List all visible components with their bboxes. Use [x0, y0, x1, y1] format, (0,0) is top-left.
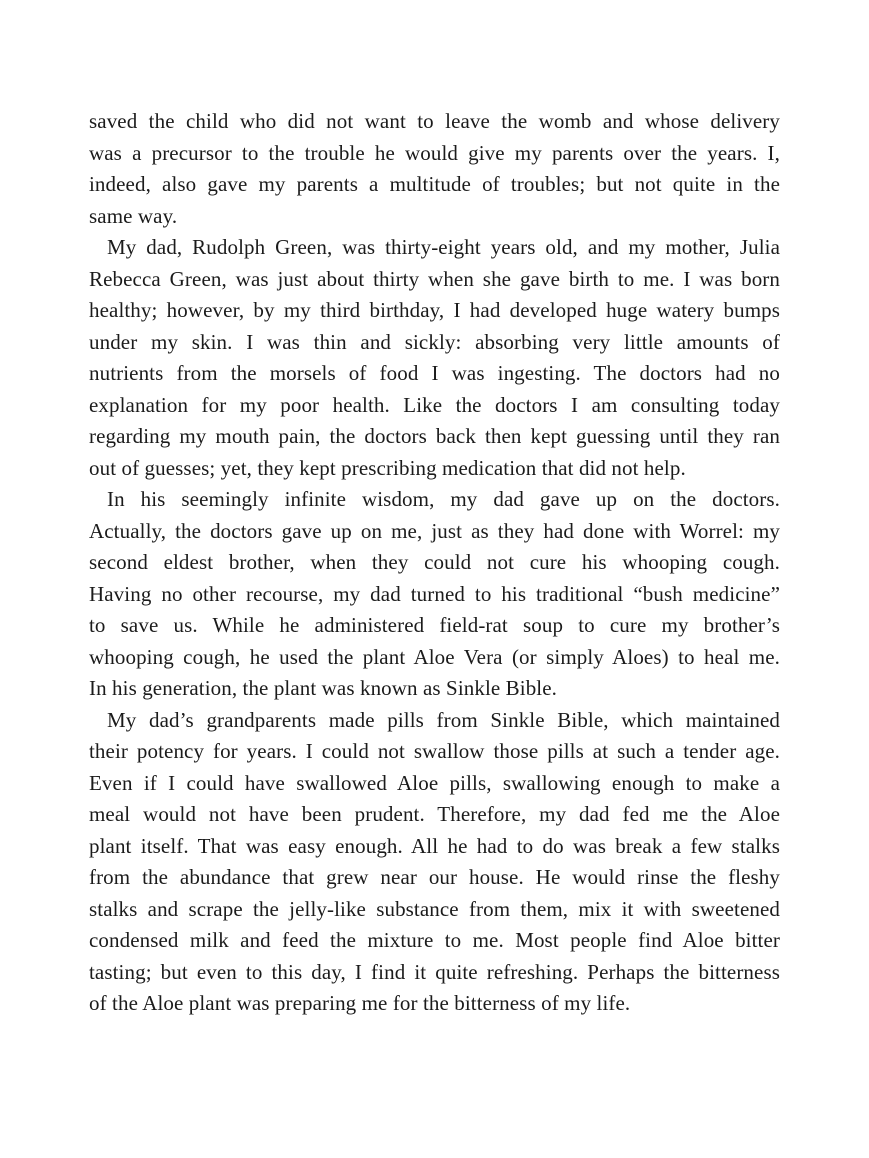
text-line: their potency for years. I could not swallow those pills at such a tender age.	[89, 739, 780, 763]
text-line: Rebecca Green, was just about thirty when she gave birth to me. I was born	[89, 266, 780, 291]
text-line: of the Aloe plant was preparing me for the bitterness of my life.	[89, 991, 631, 1015]
text-line: whooping cough, he used the plant Aloe Vera (or simply Aloes) to heal me.	[89, 644, 780, 669]
text-line: tasting; but even to this day, I find it quite refreshing. Perhaps the bitterness	[89, 959, 780, 984]
text-line: explanation for my poor health. Like the doctors I am consulting today	[89, 392, 780, 417]
text-line: In his generation, the plant was known as Sinkle Bible.	[89, 676, 558, 700]
text-line: under my skin. I was thin and sickly: absorbing very little amounts of	[89, 329, 780, 354]
text-line: regarding my mouth pain, the doctors back then kept guessing until they ran	[89, 424, 780, 448]
text-line: condensed milk and feed the mixture to me. Most people find Aloe bitter	[89, 928, 780, 952]
text-line: stalks and scrape the jelly-like substance from them, mix it with sweetened	[89, 896, 780, 921]
text-line: out of guesses; yet, they kept prescribing medication that did not help.	[89, 455, 686, 480]
text-block	[89, 106, 780, 1020]
text-line: Even if I could have swallowed Aloe pills, swallowing enough to make a	[89, 770, 780, 795]
paragraph	[89, 106, 780, 232]
text-line: same way.	[89, 203, 178, 228]
text-line: In his seemingly infinite wisdom, my dad gave up on the doctors.	[107, 487, 780, 511]
paragraph	[89, 232, 780, 484]
text-line: My dad’s grandparents made pills from Sinkle Bible, which maintained	[107, 707, 780, 732]
paragraph	[89, 484, 780, 705]
text-line: Having no other recourse, my dad turned to his traditional “bush medicine”	[89, 581, 780, 606]
text-line: Actually, the doctors gave up on me, just as they had done with Worrel: my	[89, 518, 780, 543]
text-line: to save us. While he administered field-rat soup to cure my brother’s	[89, 613, 780, 637]
text-line: meal would not have been prudent. Therefore, my dad fed me the Aloe	[89, 802, 780, 826]
paragraph	[89, 705, 780, 1020]
text-line: healthy; however, by my third birthday, I had developed huge watery bumps	[89, 298, 780, 322]
text-line: indeed, also gave my parents a multitude of troubles; but not quite in the	[89, 172, 780, 196]
text-line: plant itself. That was easy enough. All he had to do was break a few stalks	[89, 833, 780, 858]
text-line: was a precursor to the trouble he would give my parents over the years. I,	[89, 140, 780, 165]
text-line: from the abundance that grew near our house. He would rinse the fleshy	[89, 865, 780, 889]
text-line: second eldest brother, when they could not cure his whooping cough.	[89, 550, 780, 574]
text-line: My dad, Rudolph Green, was thirty-eight years old, and my mother, Julia	[107, 235, 780, 259]
text-line: saved the child who did not want to leave the womb and whose delivery	[89, 109, 780, 133]
text-line: nutrients from the morsels of food I was ingesting. The doctors had no	[89, 361, 780, 385]
